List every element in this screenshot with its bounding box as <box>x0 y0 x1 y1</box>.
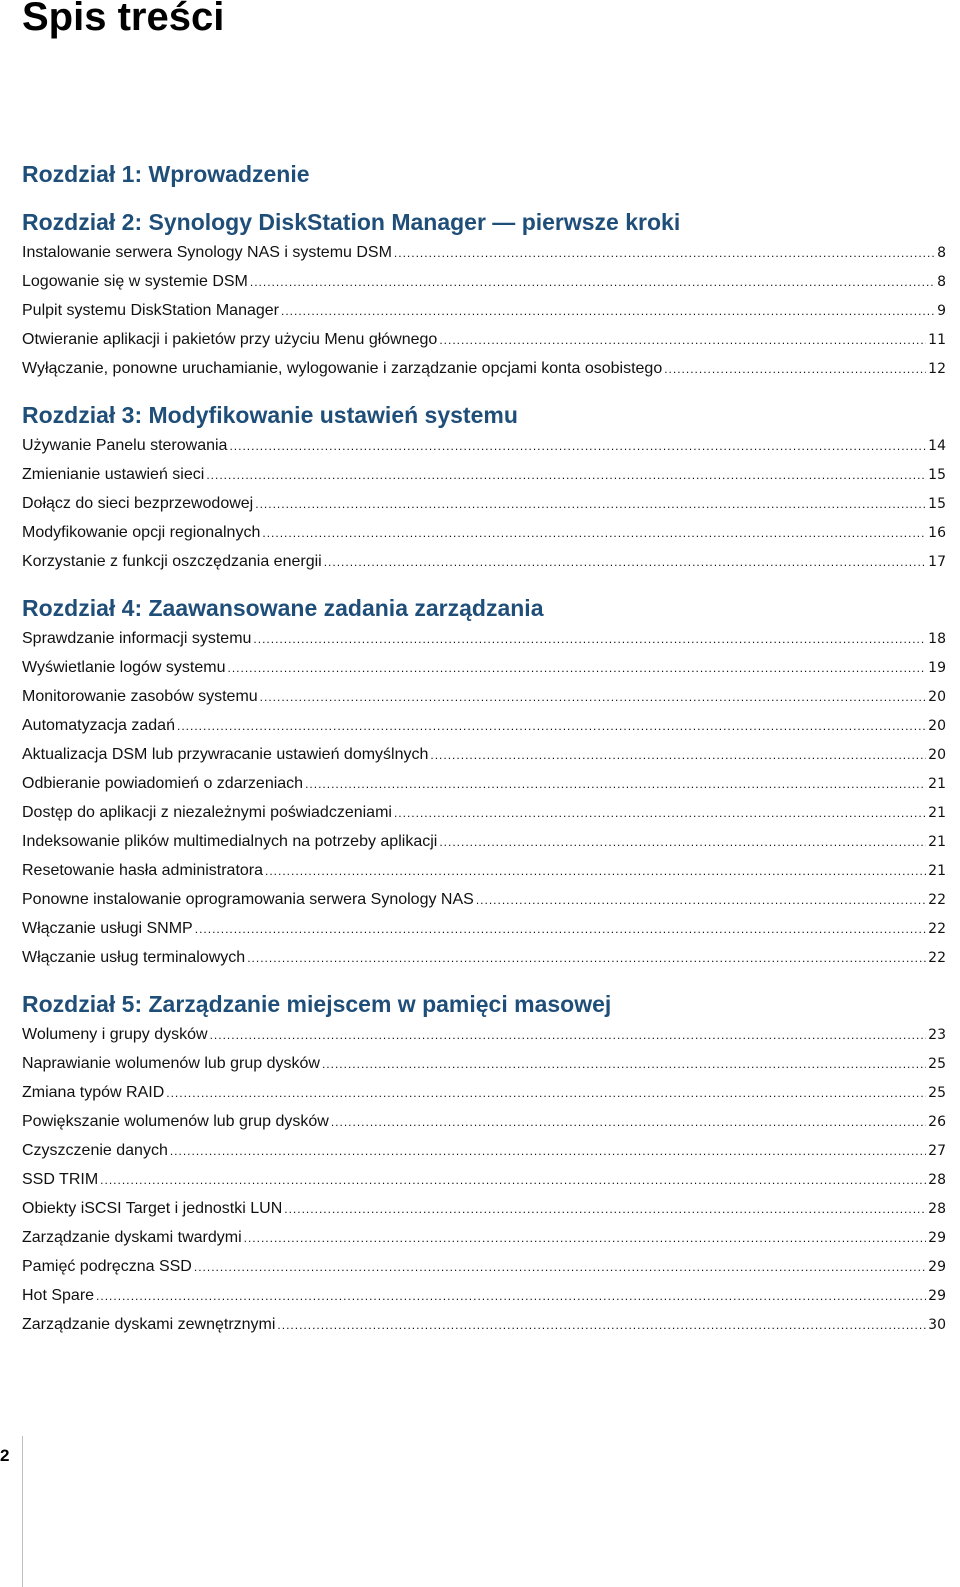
dot-leader <box>664 354 926 384</box>
toc-entry-title: Aktualizacja DSM lub przywracanie ustawień domyślnych <box>22 746 429 763</box>
toc-entry-page: 25 <box>928 1085 946 1101</box>
dot-leader <box>324 547 926 577</box>
dot-leader <box>260 682 927 712</box>
toc-entry-title: Dostęp do aplikacji z niezależnymi poświadczeniami <box>22 804 392 821</box>
toc-entry-page: 8 <box>937 274 946 290</box>
toc-entry[interactable] <box>22 885 946 914</box>
dot-leader <box>227 653 926 683</box>
toc-entry-page: 28 <box>928 1201 946 1217</box>
toc-entry[interactable] <box>22 682 946 711</box>
dot-leader <box>430 740 926 770</box>
toc-entry-title: Zmienianie ustawień sieci <box>22 466 205 483</box>
toc-chapter <box>22 592 946 972</box>
toc-entry[interactable] <box>22 354 946 383</box>
toc-entry-title: Zmiana typów RAID <box>22 1084 165 1101</box>
chapter-heading[interactable]: Rozdział 1: Wprowadzenie <box>22 161 310 187</box>
toc-entry-page: 9 <box>937 303 946 319</box>
toc-entry-page: 11 <box>928 332 946 348</box>
toc-entry-page: 18 <box>928 631 946 647</box>
dot-leader <box>210 1020 927 1050</box>
dot-leader <box>253 624 926 654</box>
toc-entry-title: Monitorowanie zasobów systemu <box>22 688 258 705</box>
toc-entry[interactable] <box>22 1049 946 1078</box>
toc-entry[interactable] <box>22 1107 946 1136</box>
toc-entry-page: 21 <box>928 863 946 879</box>
toc-entry-page: 20 <box>928 718 946 734</box>
toc-entry-page: 22 <box>928 892 946 908</box>
dot-leader <box>96 1281 926 1311</box>
dot-leader <box>250 267 935 297</box>
toc-entry[interactable] <box>22 1078 946 1107</box>
toc-entry-page: 20 <box>928 689 946 705</box>
toc-entry-title: Wyłączanie, ponowne uruchamianie, wylogowanie i zarządzanie opcjami konta osobistego <box>22 360 663 377</box>
dot-leader <box>322 1049 926 1079</box>
toc-entry-page: 14 <box>928 438 946 454</box>
toc-entry-page: 8 <box>937 245 946 261</box>
toc-entry[interactable] <box>22 740 946 769</box>
toc-entry-page: 27 <box>928 1143 946 1159</box>
toc-chapter <box>22 206 946 383</box>
toc-entry[interactable] <box>22 624 946 653</box>
dot-leader <box>244 1223 927 1253</box>
dot-leader <box>439 325 926 355</box>
toc-entry-title: Zarządzanie dyskami zewnętrznymi <box>22 1316 276 1333</box>
dot-leader <box>166 1078 926 1108</box>
dot-leader <box>177 711 926 741</box>
toc-entry-page: 22 <box>928 950 946 966</box>
page-footer <box>0 1436 40 1587</box>
page-number: 2 <box>0 1446 10 1465</box>
toc-entry[interactable] <box>22 518 946 547</box>
toc-chapter <box>22 158 946 190</box>
toc-entry[interactable] <box>22 431 946 460</box>
toc-entry[interactable] <box>22 1310 946 1339</box>
dot-leader <box>206 460 926 490</box>
toc-entry-title: Obiekty iSCSI Target i jednostki LUN <box>22 1200 283 1217</box>
dot-leader <box>284 1194 926 1224</box>
toc-entry-page: 15 <box>928 467 946 483</box>
toc-entry[interactable] <box>22 1136 946 1165</box>
toc-entry-page: 21 <box>928 776 946 792</box>
toc-entry-title: Odbieranie powiadomień o zdarzeniach <box>22 775 304 792</box>
toc-entry[interactable] <box>22 914 946 943</box>
toc-entry[interactable] <box>22 769 946 798</box>
dot-leader <box>277 1310 926 1340</box>
dot-leader <box>194 1252 926 1282</box>
toc-entry-title: Korzystanie z funkcji oszczędzania energii <box>22 553 322 570</box>
toc-entry-page: 29 <box>928 1259 946 1275</box>
toc-entry-title: Sprawdzanie informacji systemu <box>22 630 252 647</box>
toc-entry-title: Automatyzacja zadań <box>22 717 175 734</box>
toc-entry[interactable] <box>22 460 946 489</box>
toc-entry-title: Czyszczenie danych <box>22 1142 168 1159</box>
toc-entry-title: Otwieranie aplikacji i pakietów przy użyciu Menu głównego <box>22 331 438 348</box>
toc-entry-title: Włączanie usługi SNMP <box>22 920 193 937</box>
toc-entry-page: 20 <box>928 747 946 763</box>
toc-entry[interactable] <box>22 296 946 325</box>
toc-entry[interactable] <box>22 267 946 296</box>
chapter-heading[interactable]: Rozdział 2: Synology DiskStation Manager — pierwsze kroki <box>22 209 681 235</box>
toc-entry[interactable] <box>22 943 946 972</box>
chapter-heading[interactable]: Rozdział 4: Zaawansowane zadania zarządzania <box>22 595 544 621</box>
toc-entry-page: 19 <box>928 660 946 676</box>
toc-entry-page: 30 <box>928 1317 946 1333</box>
chapter-heading[interactable]: Rozdział 5: Zarządzanie miejscem w pamięci masowej <box>22 991 612 1017</box>
toc-entry-title: Resetowanie hasła administratora <box>22 862 264 879</box>
toc-entry[interactable] <box>22 1281 946 1310</box>
dot-leader <box>331 1107 926 1137</box>
toc-entry-page: 28 <box>928 1172 946 1188</box>
toc-entry-page: 25 <box>928 1056 946 1072</box>
toc-entry-title: Powiększanie wolumenów lub grup dysków <box>22 1113 329 1130</box>
table-of-contents <box>22 158 946 1339</box>
toc-entry-page: 16 <box>928 525 946 541</box>
toc-chapter <box>22 399 946 576</box>
toc-entry-title: Wyświetlanie logów systemu <box>22 659 226 676</box>
toc-entry[interactable] <box>22 1223 946 1252</box>
dot-leader <box>281 296 935 326</box>
toc-entry-title: Modyfikowanie opcji regionalnych <box>22 524 261 541</box>
dot-leader <box>170 1136 926 1166</box>
dot-leader <box>305 769 926 799</box>
dot-leader <box>262 518 926 548</box>
toc-entry-page: 12 <box>928 361 946 377</box>
toc-entry-page: 29 <box>928 1230 946 1246</box>
toc-entry-title: Używanie Panelu sterowania <box>22 437 228 454</box>
dot-leader <box>476 885 926 915</box>
chapter-heading[interactable]: Rozdział 3: Modyfikowanie ustawień systemu <box>22 402 518 428</box>
toc-entry-page: 26 <box>928 1114 946 1130</box>
toc-entry-title: Dołącz do sieci bezprzewodowej <box>22 495 254 512</box>
toc-entry-title: Indeksowanie plików multimedialnych na potrzeby aplikacji <box>22 833 438 850</box>
toc-entry-page: 21 <box>928 834 946 850</box>
toc-entry-title: Pulpit systemu DiskStation Manager <box>22 302 279 319</box>
toc-entry[interactable] <box>22 711 946 740</box>
dot-leader <box>394 798 926 828</box>
toc-entry-title: Wolumeny i grupy dysków <box>22 1026 208 1043</box>
toc-entry[interactable] <box>22 547 946 576</box>
toc-entry[interactable] <box>22 1252 946 1281</box>
toc-chapter <box>22 988 946 1339</box>
toc-entry[interactable] <box>22 1194 946 1223</box>
toc-entry-page: 21 <box>928 805 946 821</box>
toc-entry-page: 29 <box>928 1288 946 1304</box>
toc-entry-page: 15 <box>928 496 946 512</box>
page-title: Spis treści <box>22 0 225 39</box>
dot-leader <box>229 431 926 461</box>
toc-entry-page: 22 <box>928 921 946 937</box>
toc-entry[interactable] <box>22 653 946 682</box>
toc-entry-title: Pamięć podręczna SSD <box>22 1258 192 1275</box>
toc-entry-title: Włączanie usług terminalowych <box>22 949 246 966</box>
toc-entry[interactable] <box>22 1020 946 1049</box>
toc-entry-title: SSD TRIM <box>22 1171 99 1188</box>
toc-entry-title: Instalowanie serwera Synology NAS i systemu DSM <box>22 244 392 261</box>
toc-entry-page: 23 <box>928 1027 946 1043</box>
toc-entry-page: 17 <box>928 554 946 570</box>
dot-leader <box>247 943 926 973</box>
dot-leader <box>439 827 926 857</box>
dot-leader <box>265 856 926 886</box>
dot-leader <box>394 238 935 268</box>
toc-entry[interactable] <box>22 489 946 518</box>
toc-entry[interactable] <box>22 798 946 827</box>
dot-leader <box>195 914 926 944</box>
toc-entry-title: Ponowne instalowanie oprogramowania serwera Synology NAS <box>22 891 474 908</box>
footer-divider <box>22 1436 23 1587</box>
toc-entry[interactable] <box>22 1165 946 1194</box>
dot-leader <box>255 489 926 519</box>
toc-entry-title: Logowanie się w systemie DSM <box>22 273 248 290</box>
toc-entry[interactable] <box>22 856 946 885</box>
toc-entry[interactable] <box>22 325 946 354</box>
toc-entry-title: Hot Spare <box>22 1287 95 1304</box>
toc-entry[interactable] <box>22 827 946 856</box>
toc-entry-title: Naprawianie wolumenów lub grup dysków <box>22 1055 320 1072</box>
toc-entry[interactable] <box>22 238 946 267</box>
toc-entry-title: Zarządzanie dyskami twardymi <box>22 1229 242 1246</box>
dot-leader <box>100 1165 926 1195</box>
